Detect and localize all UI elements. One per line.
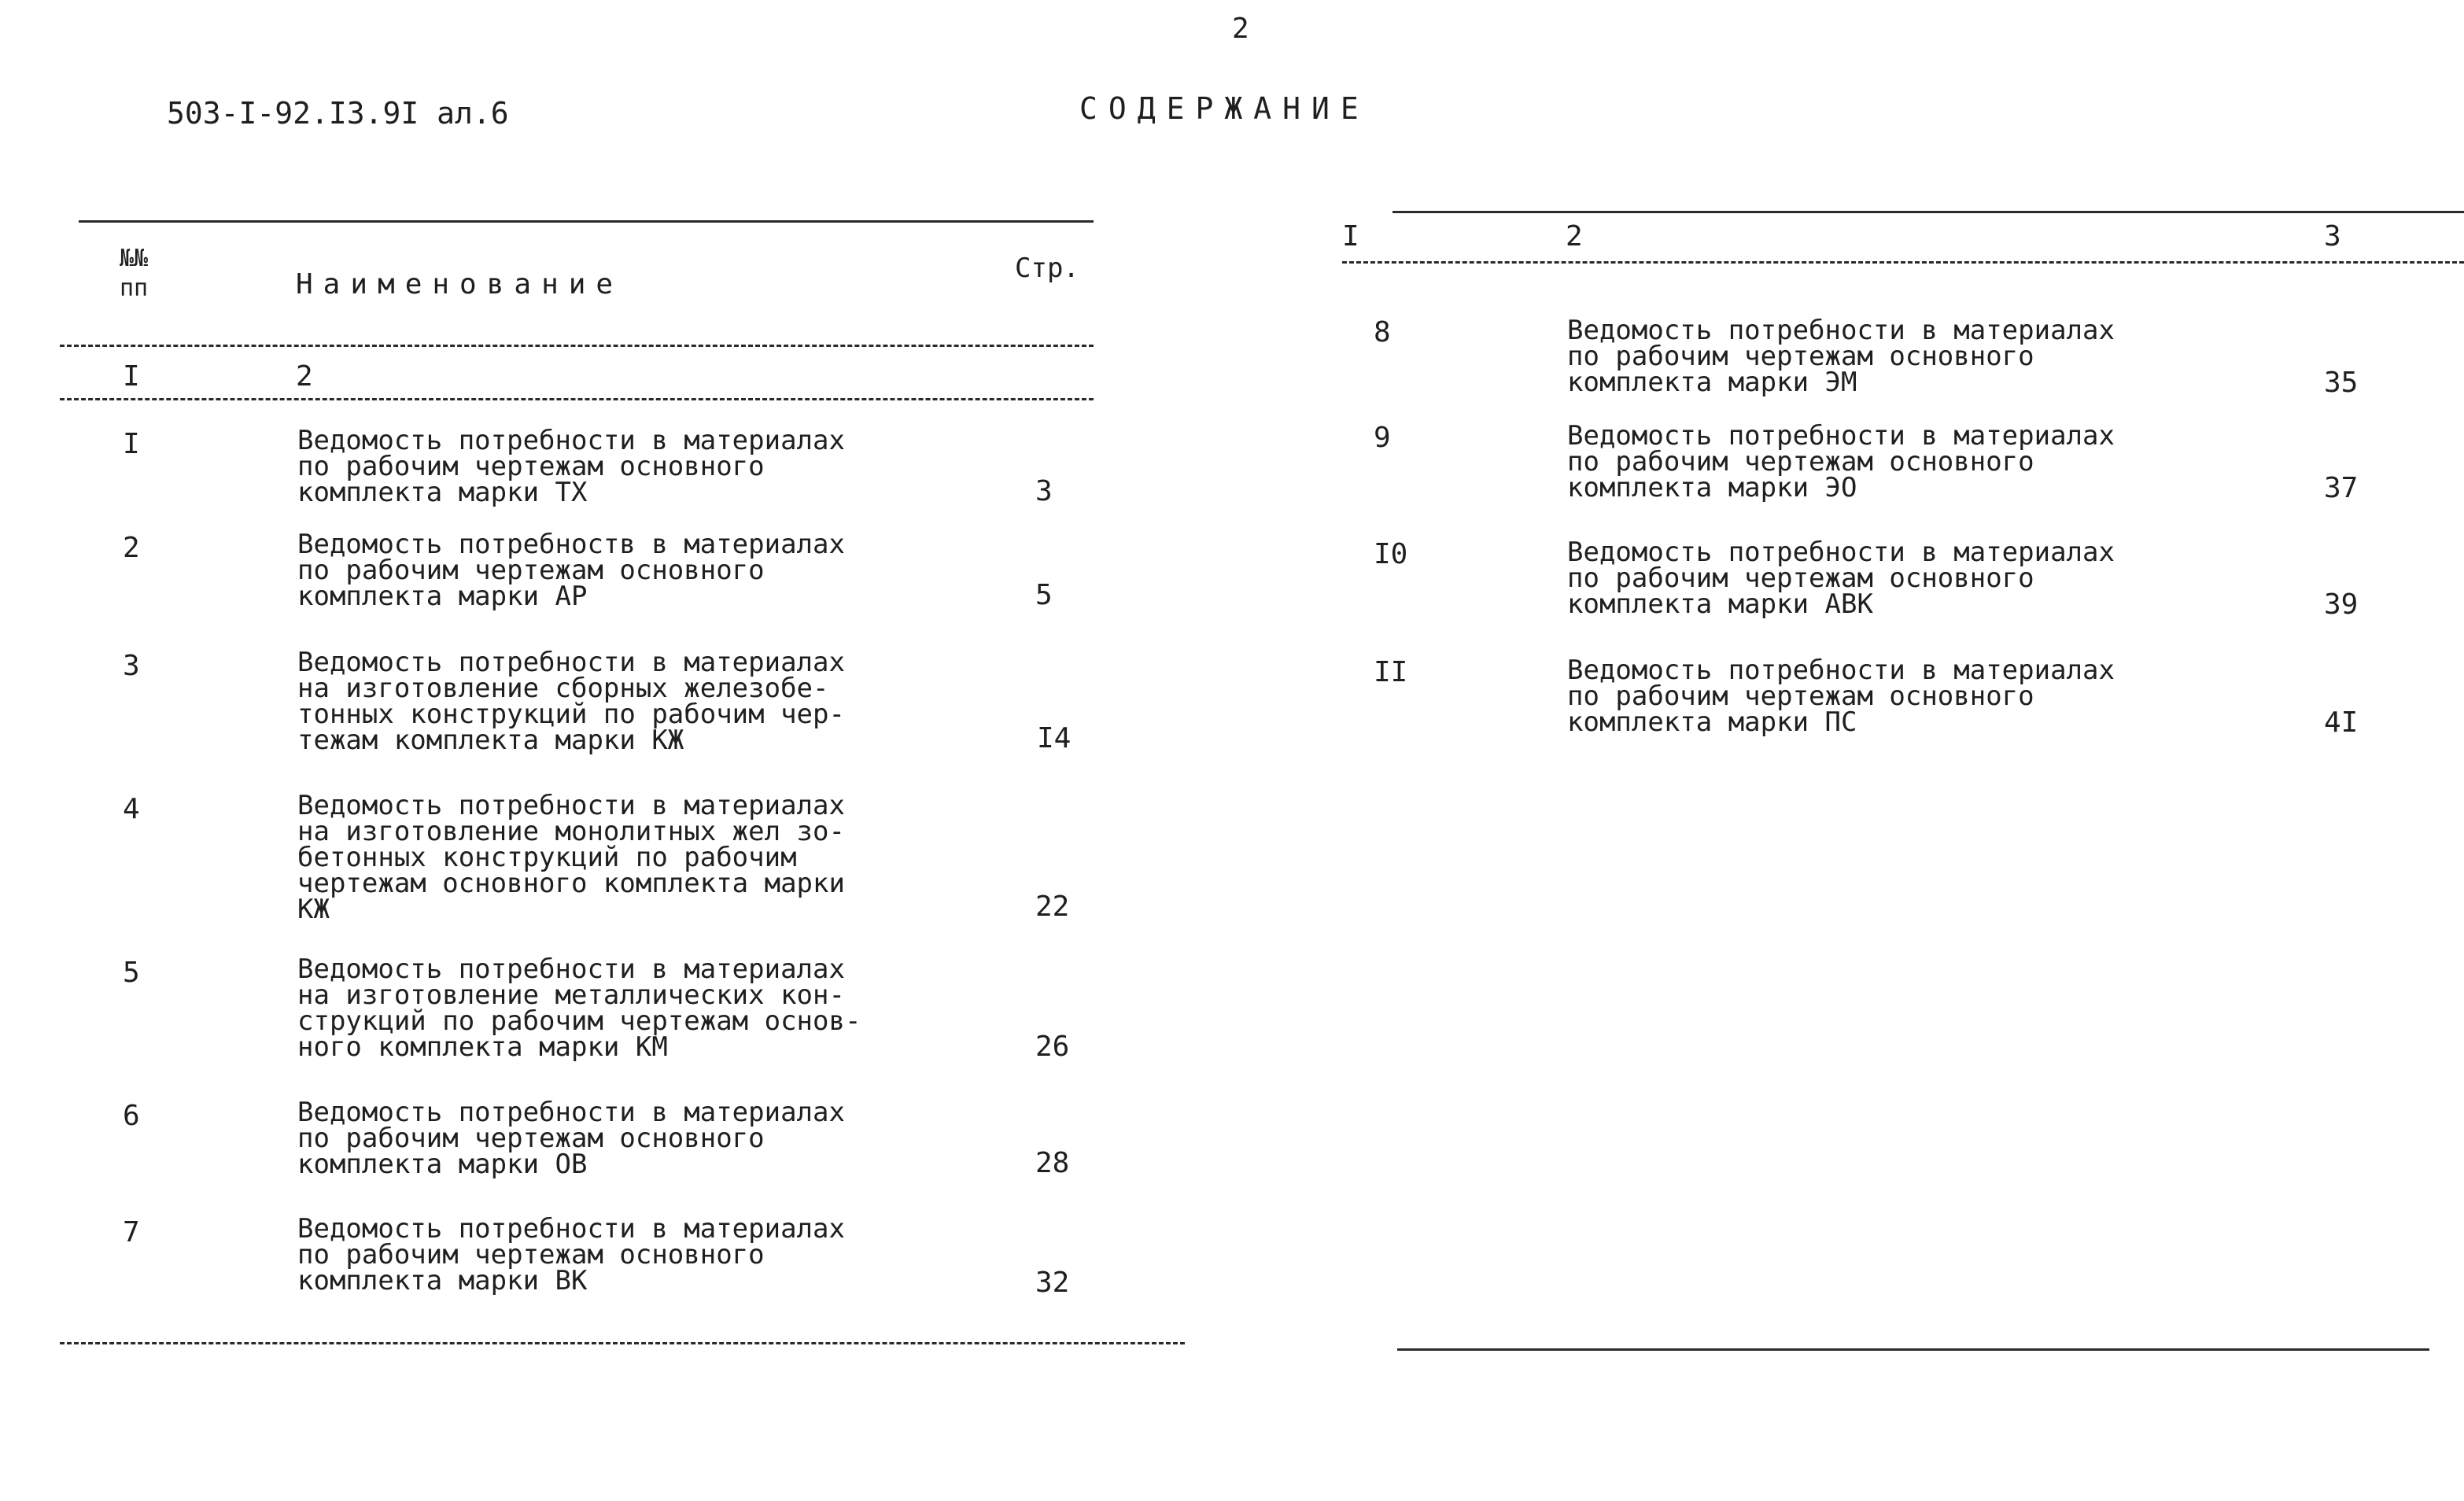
right-table-bottom-rule bbox=[1397, 1348, 2429, 1351]
row-page: 5 bbox=[1035, 579, 1053, 611]
row-number: I0 bbox=[1374, 538, 1408, 570]
row-page: 28 bbox=[1035, 1147, 1070, 1179]
row-number: I bbox=[123, 428, 140, 460]
right-colnum-3: 3 bbox=[2324, 220, 2341, 253]
row-number: 3 bbox=[123, 650, 140, 682]
row-title: Ведомость потребности в материалах по рабочим чертежам основного комплекта марки ВК bbox=[297, 1213, 845, 1296]
right-colnum-rule bbox=[1342, 261, 2464, 264]
row-page: 22 bbox=[1035, 891, 1070, 923]
row-number: II bbox=[1374, 656, 1408, 688]
row-number: 2 bbox=[123, 532, 140, 564]
row-page: 3 bbox=[1035, 475, 1053, 507]
right-table-top-rule bbox=[1392, 211, 2464, 213]
left-colnum-rule bbox=[60, 398, 1094, 400]
row-title: Ведомость потребности в материалах по рабочим чертежам основного комплекта марки ОВ bbox=[297, 1097, 845, 1180]
page-title: СОДЕРЖАНИЕ bbox=[1079, 91, 1370, 126]
page-number: 2 bbox=[1232, 13, 1249, 45]
row-page: 4I bbox=[2324, 706, 2359, 739]
left-header-rule bbox=[60, 345, 1094, 347]
row-title: Ведомость потребности в материалах на изготовление металлических кон- струкций по рабочим чертежам основ- ного комплекта марки КМ bbox=[297, 953, 861, 1063]
row-page: 32 bbox=[1035, 1267, 1070, 1299]
left-colnum-2: 2 bbox=[296, 360, 313, 393]
right-colnum-1: I bbox=[1342, 220, 1359, 253]
left-table-bottom-rule bbox=[60, 1342, 1185, 1344]
document-code: 503-I-92.I3.9I ал.6 bbox=[167, 96, 509, 131]
row-page: 26 bbox=[1035, 1031, 1070, 1063]
row-page: I4 bbox=[1037, 722, 1072, 754]
row-page: 37 bbox=[2324, 472, 2359, 504]
left-header-name: Наименование bbox=[296, 268, 624, 301]
row-title: Ведомость потребности в материалах на изготовление сборных железобе- тонных конструкций по рабочим чер- тежам комплекта марки КЖ bbox=[297, 647, 845, 756]
row-title: Ведомость потребности в материалах по рабочим чертежам основного комплекта марки ЭМ bbox=[1567, 315, 2115, 398]
row-title: Ведомость потребности в материалах по рабочим чертежам основного комплекта марки АВК bbox=[1567, 537, 2115, 620]
right-colnum-2: 2 bbox=[1566, 220, 1583, 253]
row-page: 35 bbox=[2324, 367, 2359, 399]
row-number: 7 bbox=[123, 1216, 140, 1248]
left-header-num-pp: пп bbox=[120, 275, 149, 302]
row-number: 8 bbox=[1374, 316, 1391, 349]
left-table-top-rule bbox=[79, 220, 1094, 223]
left-header-page: Стр. bbox=[1015, 253, 1079, 284]
row-number: 4 bbox=[123, 793, 140, 825]
row-number: 6 bbox=[123, 1100, 140, 1132]
row-title: Ведомость потребности в материалах по рабочим чертежам основного комплекта марки ТХ bbox=[297, 425, 845, 508]
row-page: 39 bbox=[2324, 588, 2359, 621]
row-title: Ведомость потребности в материалах на изготовление монолитных жел зо- бетонных конструкций по рабочим чертежам основного комплекта марки КЖ bbox=[297, 790, 845, 925]
left-colnum-1: I bbox=[123, 360, 140, 393]
row-number: 9 bbox=[1374, 422, 1391, 454]
row-number: 5 bbox=[123, 957, 140, 989]
row-title: Ведомость потребноств в материалах по рабочим чертежам основного комплекта марки АР bbox=[297, 529, 845, 612]
left-header-num: №№ bbox=[120, 245, 149, 272]
row-title: Ведомость потребности в материалах по рабочим чертежам основного комплекта марки ЭО bbox=[1567, 420, 2115, 503]
row-title: Ведомость потребности в материалах по рабочим чертежам основного комплекта марки ПС bbox=[1567, 655, 2115, 738]
